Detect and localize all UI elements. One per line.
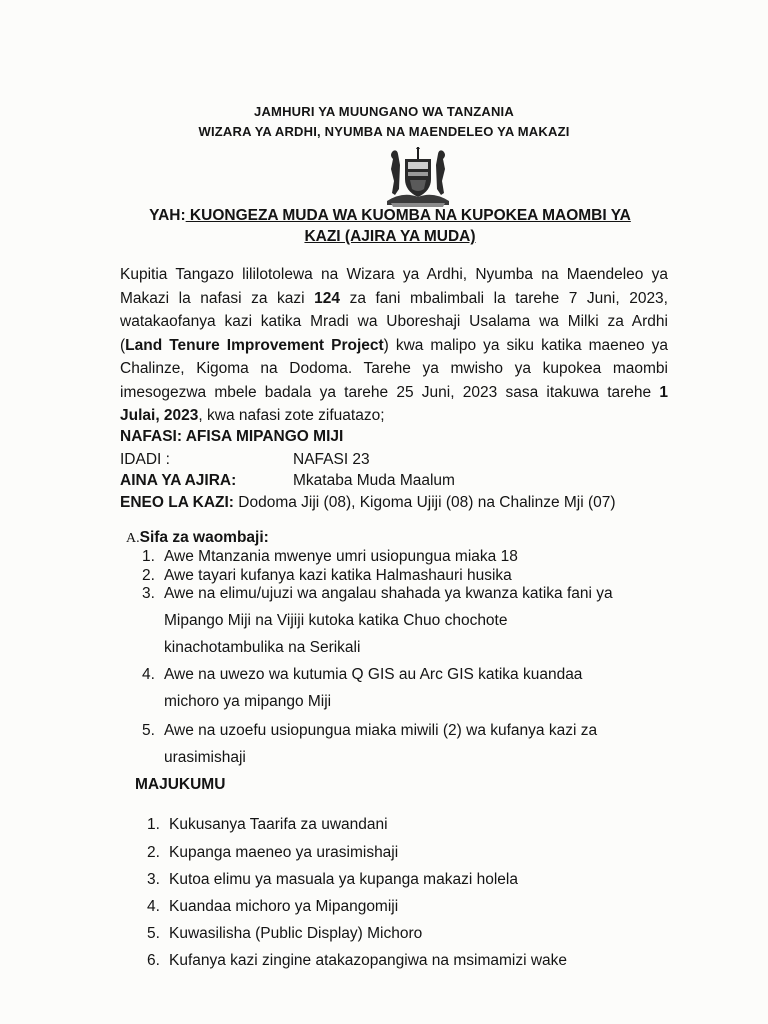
subject-heading [110,205,670,247]
intro-bold-count: 124 [314,289,341,307]
sifa-item-number: 1. [142,548,155,565]
majukumu-item-text: Kutoa elimu ya masuala ya kupanga makazi holela [169,871,518,888]
majukumu-item-number: 5. [147,925,160,942]
idadi-label: IDADI : [120,451,170,468]
sifa-item-number: 2. [142,567,155,584]
sifa-item-text: Awe na elimu/ujuzi wa angalau shahada ya kwanza katika fani ya [164,585,613,602]
intro-text-3: ) kwa malipo ya siku katika maeneo ya Chalinze, Kigoma na Dodoma. Tarehe ya mwisho ya kupokea maombi imesogezwa mbele badala ya tarehe 25 Juni, 2023 sasa itakuwa tarehe [120,336,668,401]
subject-line-1: KUONGEZA MUDA WA KUOMBA NA KUPOKEA MAOMBI YA [185,207,631,224]
idadi-value: NAFASI 23 [293,451,370,468]
sifa-item-number: 4. [142,666,155,683]
eneo-line [120,494,616,512]
eneo-value: Dodoma Jiji (08), Kigoma Ujiji (08) na Chalinze Mji (07) [233,494,616,511]
sifa-item-number: 5. [142,722,155,739]
majukumu-item-number: 1. [147,816,160,833]
majukumu-item-number: 4. [147,898,160,915]
subject-prefix: YAH: [149,207,186,224]
sifa-item-text: Awe na uzoefu usiopungua miaka miwili (2) wa kufanya kazi za [164,722,598,739]
intro-paragraph [120,263,668,428]
subject-line-2: KAZI (AJIRA YA MUDA) [304,228,476,245]
majukumu-item-text: Kukusanya Taarifa za uwandani [169,816,388,833]
intro-text-1: Kupitia Tangazo lililotolewa na Wizara ya Ardhi, Nyumba na Maendeleo ya Makazi la nafasi za kazi [120,266,668,307]
sifa-title: Sifa za waombaji: [139,529,269,546]
majukumu-item-text: Kuandaa michoro ya Mipangomiji [169,898,399,915]
sifa-item-continuation: urasimishaji [164,749,246,766]
sifa-item-continuation: kinachotambulika na Serikali [164,639,361,656]
majukumu-item-number: 2. [147,844,160,861]
eneo-label: ENEO LA KAZI: [120,494,234,511]
sifa-item-text: Awe Mtanzania mwenye umri usiopungua miaka 18 [164,548,518,565]
aina-value: Mkataba Muda Maalum [293,472,455,489]
position-title: NAFASI: AFISA MIPANGO MIJI [120,428,344,445]
intro-text-2: za fani mbalimbali la tarehe 7 Juni, 2023, watakaofanya kazi katika Mradi wa Uboreshaji Usalama wa Milki za Ardhi ( [120,289,668,354]
majukumu-item-text: Kufanya kazi zingine atakazopangiwa na msimamizi wake [169,952,568,969]
coat-of-arms-icon [383,145,453,207]
sifa-item-number: 3. [142,585,155,602]
sifa-marker: A. [126,531,140,546]
header-ministry: WIZARA YA ARDHI, NYUMBA NA MAENDELEO YA MAKAZI [198,124,570,139]
majukumu-heading: MAJUKUMU [135,776,226,793]
sifa-item-text: Awe na uwezo wa kutumia Q GIS au Arc GIS katika kuandaa [164,666,583,683]
header-country: JAMHURI YA MUUNGANO WA TANZANIA [254,104,514,119]
majukumu-item-number: 6. [147,952,160,969]
intro-text-4: , kwa nafasi zote zifuatazo; [198,407,385,424]
aina-label: AINA YA AJIRA: [120,472,237,489]
sifa-heading [126,529,269,547]
majukumu-item-number: 3. [147,871,160,888]
majukumu-item-text: Kupanga maeneo ya urasimishaji [169,844,399,861]
intro-bold-date: 1 Julai, 2023 [120,383,668,424]
majukumu-item-text: Kuwasilisha (Public Display) Michoro [169,925,423,942]
sifa-item-continuation: michoro ya mipango Miji [164,693,332,710]
intro-bold-project: Land Tenure Improvement Project [125,336,384,354]
sifa-item-text: Awe tayari kufanya kazi katika Halmashauri husika [164,567,512,584]
sifa-item-continuation: Mipango Miji na Vijiji kutoka katika Chuo chochote [164,612,508,629]
